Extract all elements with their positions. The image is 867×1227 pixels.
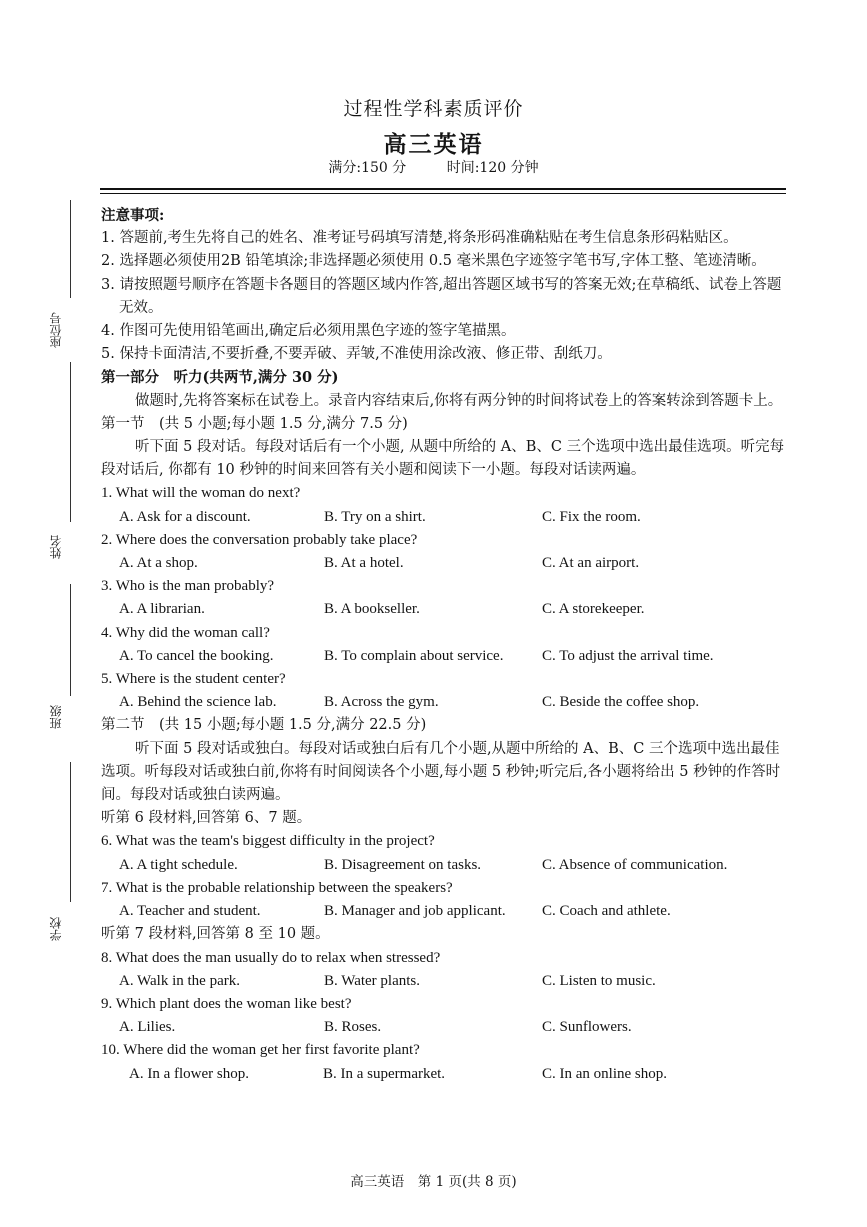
question-3-options xyxy=(101,598,791,621)
seat-number-line xyxy=(70,200,71,298)
subject-title: 高三英语 xyxy=(383,131,484,158)
option-a: A. Walk in the park. xyxy=(119,972,240,989)
header-divider-thin xyxy=(100,193,786,194)
header-divider-thick xyxy=(100,188,786,190)
option-c: C. Beside the coffee shop. xyxy=(542,694,700,711)
option-c: C. A storekeeper. xyxy=(542,601,645,618)
option-b: B. Disagreement on tasks. xyxy=(324,856,482,873)
option-a: A. A librarian. xyxy=(119,601,205,618)
option-b: B. Across the gym. xyxy=(324,694,439,711)
material-7-instruction: 听第 7 段材料,回答第 8 至 10 题。 xyxy=(101,926,330,943)
question-1: 1. What will the woman do next? xyxy=(101,485,301,502)
option-b: B. Try on a shirt. xyxy=(324,508,426,525)
option-a: A. Lilies. xyxy=(119,1019,176,1036)
option-a: A. In a flower shop. xyxy=(129,1065,249,1082)
option-b: B. In a supermarket. xyxy=(323,1065,446,1082)
option-b: B. Manager and job applicant. xyxy=(324,903,506,920)
option-a: A. Ask for a discount. xyxy=(119,508,251,525)
exam-meta xyxy=(0,157,867,177)
question-4: 4. Why did the woman call? xyxy=(101,624,270,641)
option-a: A. A tight schedule. xyxy=(119,856,238,873)
notice-item: 2. 选择题必须使用2B 铅笔填涂;非选择题必须使用 0.5 毫米黑色字迹签字笔书写,字体工整、笔迹清晰。 xyxy=(101,253,766,270)
part1-heading: 第一部分 听力(共两节,满分 30 分) xyxy=(101,369,339,387)
seat-number-label: 座位号 xyxy=(49,312,63,348)
name-line-upper xyxy=(70,362,71,522)
question-6-options xyxy=(101,854,791,877)
exam-content xyxy=(101,204,791,1086)
question-7: 7. What is the probable relationship between the speakers? xyxy=(101,879,453,896)
option-c: C. To adjust the arrival time. xyxy=(542,647,714,664)
question-9: 9. Which plant does the woman like best? xyxy=(101,995,352,1012)
full-score: 满分:150 分 xyxy=(328,160,407,176)
question-1-options xyxy=(101,506,791,529)
option-b: B. To complain about service. xyxy=(324,647,504,664)
question-7-options xyxy=(101,900,791,923)
option-c: C. Coach and athlete. xyxy=(542,903,671,920)
question-8: 8. What does the man usually do to relax when stressed? xyxy=(101,949,441,966)
section1-heading: 第一节 (共 5 小题;每小题 1.5 分,满分 7.5 分) xyxy=(101,415,408,432)
question-9-options xyxy=(101,1016,791,1039)
option-a: A. Teacher and student. xyxy=(119,903,261,920)
question-4-options xyxy=(101,645,791,668)
notice-item: 4. 作图可先使用铅笔画出,确定后必须用黑色字迹的签字笔描黑。 xyxy=(101,323,516,340)
question-8-options xyxy=(101,970,791,993)
question-5: 5. Where is the student center? xyxy=(101,671,286,688)
class-line xyxy=(70,584,71,696)
part1-intro: 做题时,先将答案标在试卷上。录音内容结束后,你将有两分钟的时间将试卷上的答案转涂到答题卡上。 xyxy=(135,392,783,409)
notice-item: 1. 答题前,考生先将自己的姓名、准考证号码填写清楚,将条形码准确粘贴在考生信息条形码粘贴区。 xyxy=(101,230,738,247)
page-footer: 高三英语 第 1 页(共 8 页) xyxy=(350,1174,517,1190)
section2-intro: 听下面 5 段对话或独白。每段对话或独白后有几个小题,从题中所给的 A、B、C 三个选项中选出最佳选项。听每段对话或独白前,你将有时间阅读各个小题,每小题 5 秒钟;听完后,各小题将给出 5 秒钟的作答时间。每段对话或独白读两遍。 xyxy=(101,740,781,804)
option-a: A. Behind the science lab. xyxy=(119,694,277,711)
question-2-options xyxy=(101,552,791,575)
notice-heading: 注意事项: xyxy=(101,207,165,224)
question-5-options xyxy=(101,691,791,714)
option-c: C. Fix the room. xyxy=(542,508,641,525)
section1-intro: 听下面 5 段对话。每段对话后有一个小题, 从题中所给的 A、B、C 三个选项中选出最佳选项。听完每段对话后, 你都有 10 秒钟的时间来回答有关小题和阅读下一小题。每段对话读两遍。 xyxy=(101,439,785,479)
option-c: C. Sunflowers. xyxy=(542,1019,632,1036)
name-label: 姓名 xyxy=(49,535,63,559)
option-b: B. At a hotel. xyxy=(324,555,404,572)
class-label: 班级 xyxy=(49,705,63,729)
material-6-instruction: 听第 6 段材料,回答第 6、7 题。 xyxy=(101,810,312,827)
option-c: C. Absence of communication. xyxy=(542,856,728,873)
option-b: B. Roses. xyxy=(324,1019,382,1036)
section2-heading: 第二节 (共 15 小题;每小题 1.5 分,满分 22.5 分) xyxy=(101,717,427,734)
option-a: A. At a shop. xyxy=(119,555,198,572)
question-10: 10. Where did the woman get her first favorite plant? xyxy=(101,1042,420,1059)
option-a: A. To cancel the booking. xyxy=(119,647,274,664)
notice-item: 5. 保持卡面清洁,不要折叠,不要弄破、弄皱,不准使用涂改液、修正带、刮纸刀。 xyxy=(101,346,612,363)
school-line xyxy=(70,762,71,902)
question-2: 2. Where does the conversation probably take place? xyxy=(101,531,418,548)
option-b: B. Water plants. xyxy=(324,972,420,989)
option-b: B. A bookseller. xyxy=(324,601,420,618)
question-6: 6. What was the team's biggest difficulty in the project? xyxy=(101,833,435,850)
exam-title: 过程性学科素质评价 xyxy=(343,98,524,120)
option-c: C. At an airport. xyxy=(542,555,640,572)
question-3: 3. Who is the man probably? xyxy=(101,578,275,595)
notice-item: 3. 请按照题号顺序在答题卡各题目的答题区域内作答,超出答题区域书写的答案无效;在草稿纸、试卷上答题无效。 xyxy=(101,276,782,316)
question-10-options xyxy=(101,1063,791,1086)
option-c: C. Listen to music. xyxy=(542,972,656,989)
time-limit: 时间:120 分钟 xyxy=(446,160,539,176)
school-label: 学校 xyxy=(49,917,63,941)
option-c: C. In an online shop. xyxy=(542,1065,667,1082)
